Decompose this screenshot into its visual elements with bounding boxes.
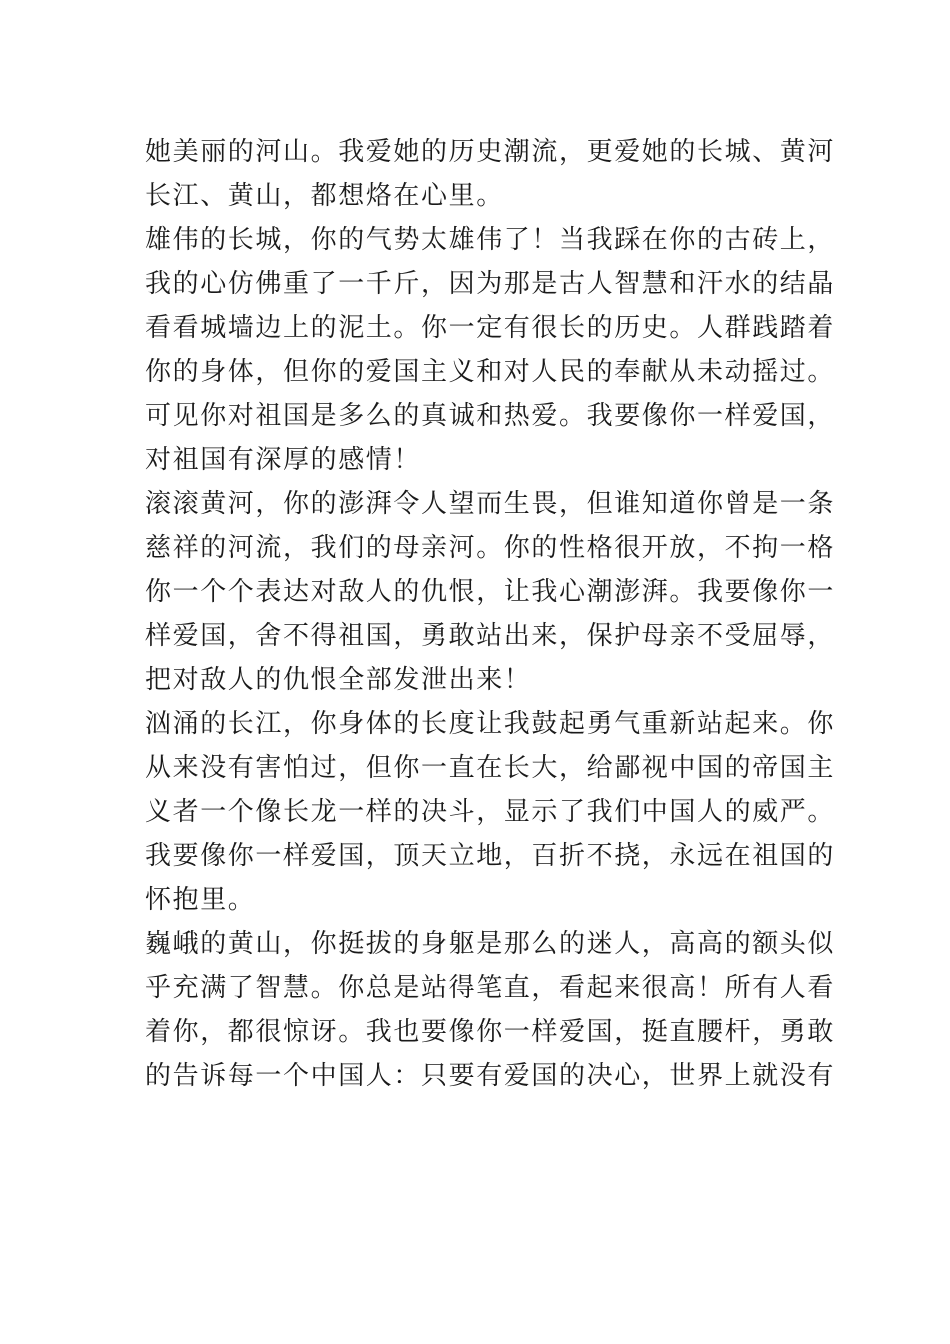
text-line: 看看城墙边上的泥土。你一定有很长的历史。人群践踏着 — [145, 313, 836, 343]
body-text — [145, 130, 836, 1098]
text-line: 乎充满了智慧。你总是站得笔直，看起来很高！所有人看 — [145, 973, 836, 1003]
text-line: 汹涌的长江，你身体的长度让我鼓起勇气重新站起来。你 — [145, 709, 836, 739]
text-line: 的告诉每一个中国人：只要有爱国的决心，世界上就没有 — [145, 1061, 836, 1091]
text-line: 慈祥的河流，我们的母亲河。你的性格很开放，不拘一格 — [145, 533, 836, 563]
text-line: 义者一个像长龙一样的决斗，显示了我们中国人的威严。 — [145, 797, 836, 827]
text-line: 从来没有害怕过，但你一直在长大，给鄙视中国的帝国主 — [145, 753, 836, 783]
text-line: 我的心仿佛重了一千斤，因为那是古人智慧和汗水的结晶 — [145, 269, 836, 299]
text-line: 长江、黄山，都想烙在心里。 — [145, 181, 504, 211]
text-line: 她美丽的河山。我爱她的历史潮流，更爱她的长城、黄河 — [145, 137, 836, 167]
text-line: 怀抱里。 — [145, 885, 256, 915]
text-line: 你的身体，但你的爱国主义和对人民的奉献从未动摇过。 — [145, 357, 836, 387]
text-line: 把对敌人的仇恨全部发泄出来！ — [145, 665, 532, 695]
text-line: 滚滚黄河，你的澎湃令人望而生畏，但谁知道你曾是一条 — [145, 489, 836, 519]
text-line: 可见你对祖国是多么的真诚和热爱。我要像你一样爱国， — [145, 401, 836, 431]
text-line: 样爱国，舍不得祖国，勇敢站出来，保护母亲不受屈辱， — [145, 621, 836, 651]
text-line: 你一个个表达对敌人的仇恨，让我心潮澎湃。我要像你一 — [145, 577, 836, 607]
text-line: 巍峨的黄山，你挺拔的身躯是那么的迷人，高高的额头似 — [145, 929, 836, 959]
text-line: 我要像你一样爱国，顶天立地，百折不挠，永远在祖国的 — [145, 841, 836, 871]
text-line: 对祖国有深厚的感情！ — [145, 445, 422, 475]
text-line: 着你，都很惊讶。我也要像你一样爱国，挺直腰杆，勇敢 — [145, 1017, 836, 1047]
text-line: 雄伟的长城，你的气势太雄伟了！当我踩在你的古砖上， — [145, 225, 836, 255]
